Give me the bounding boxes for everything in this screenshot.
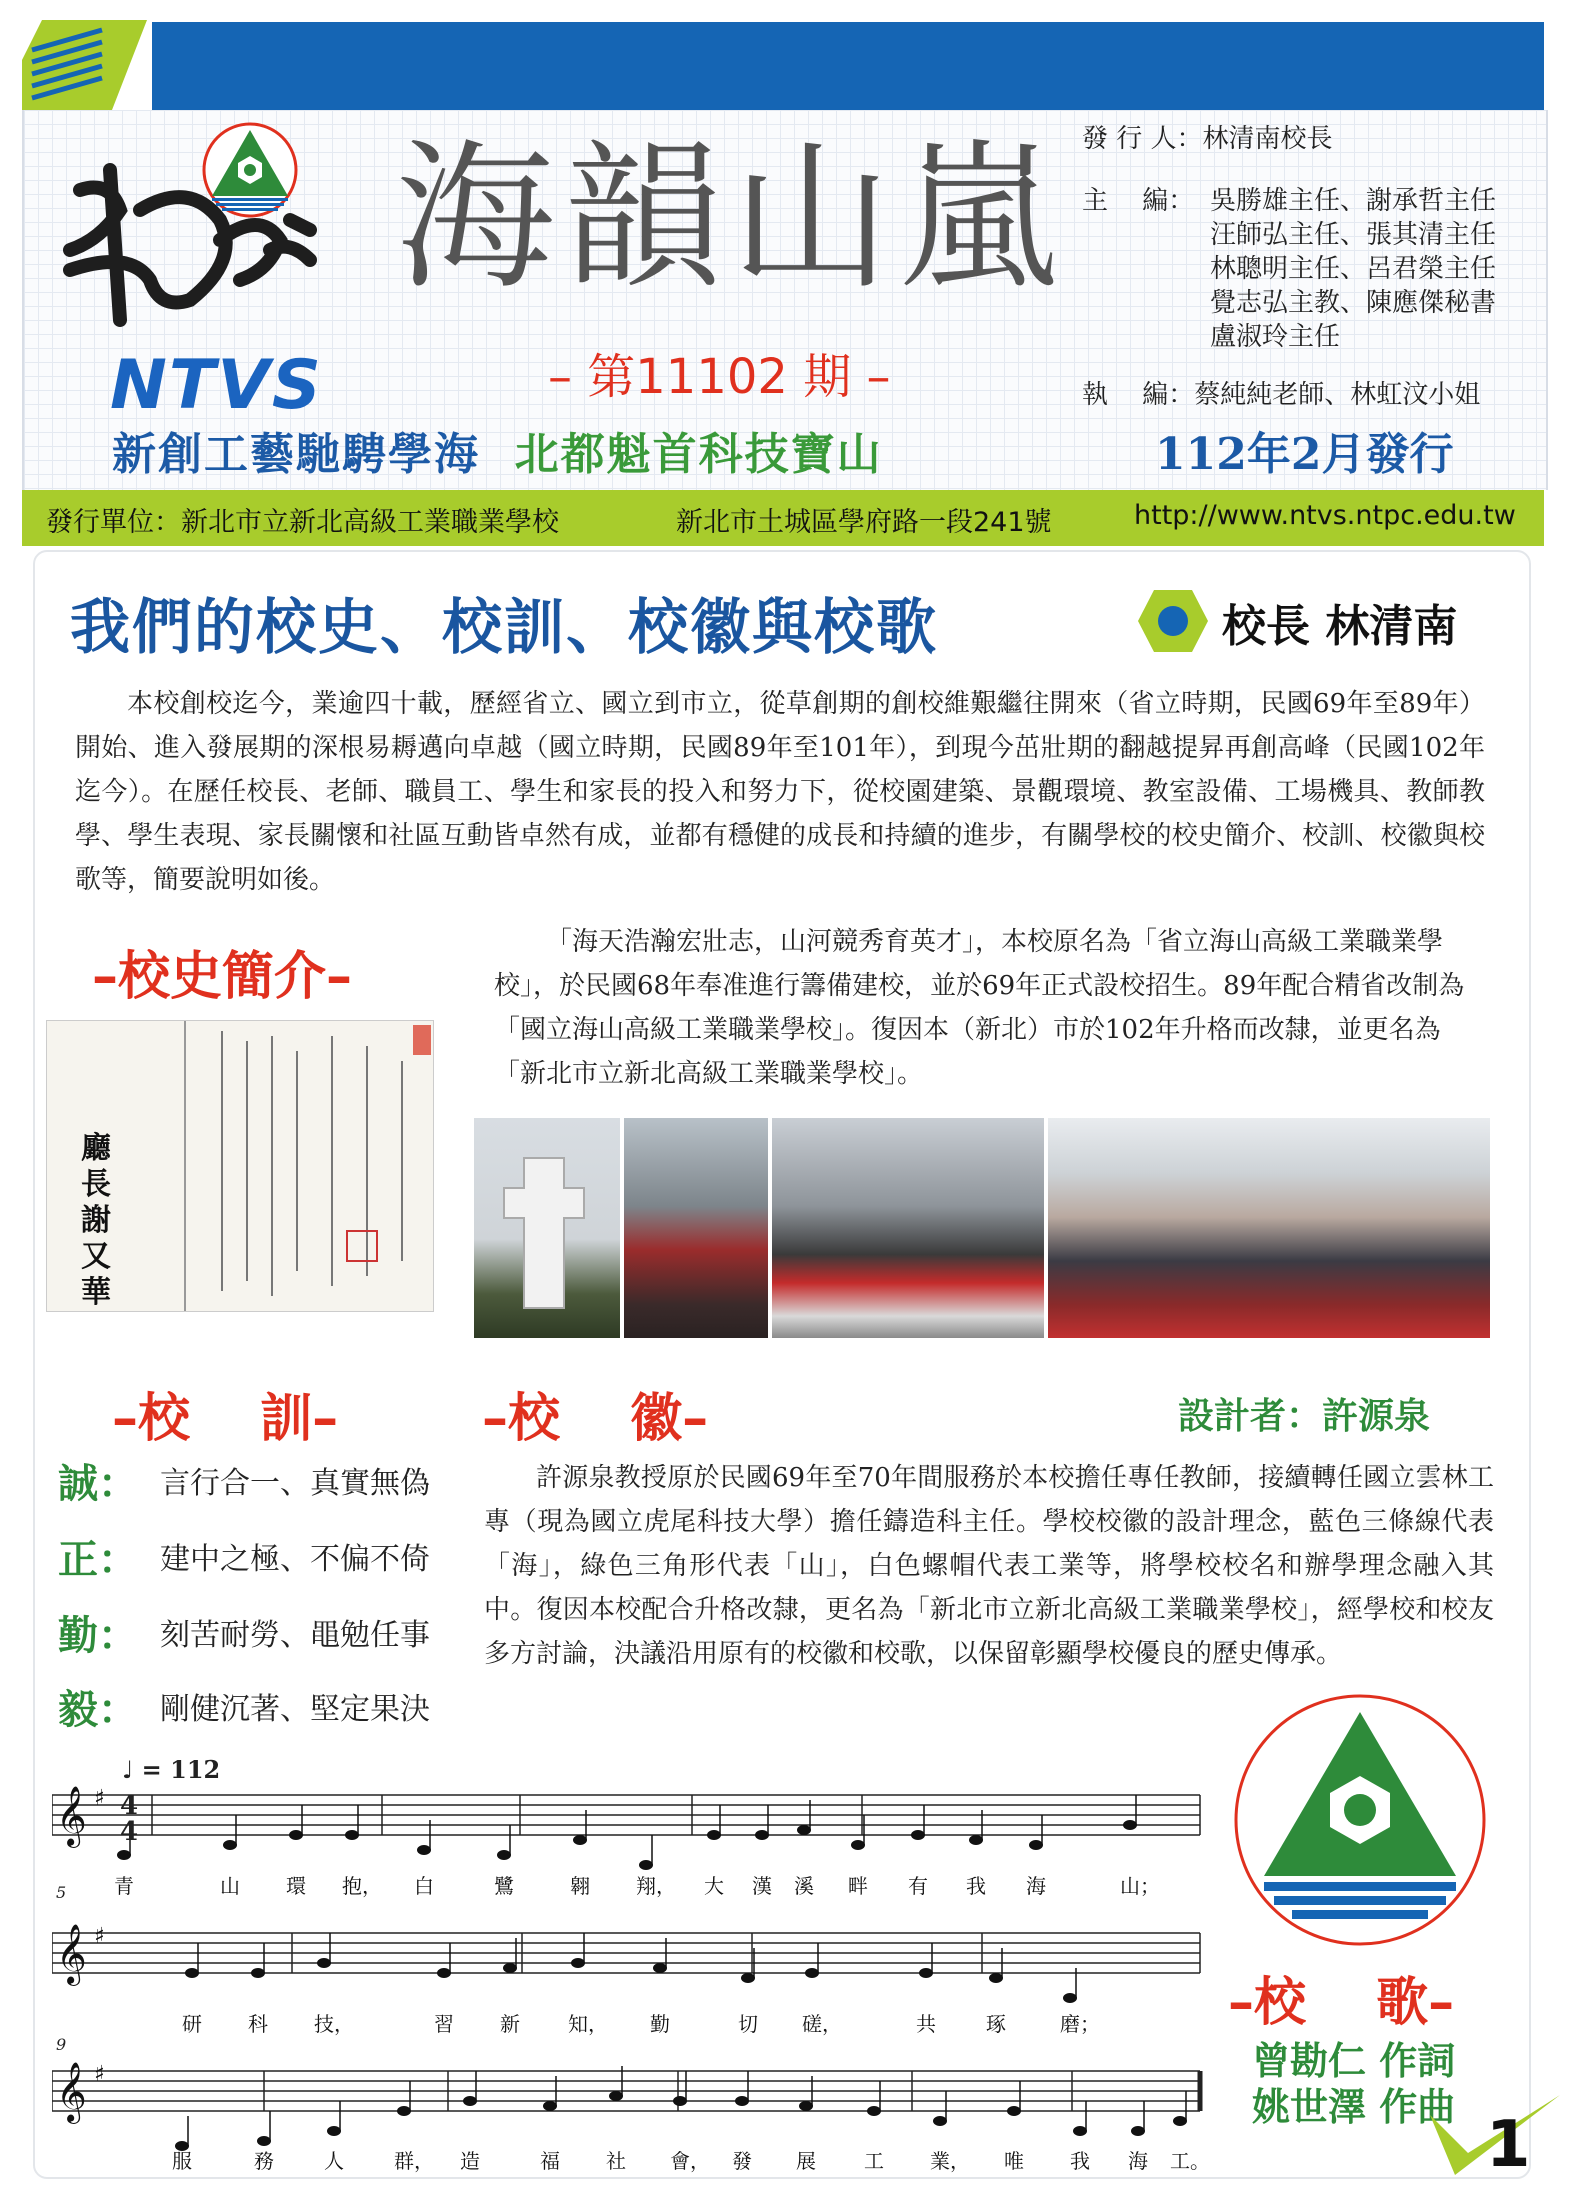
note-head xyxy=(117,1850,131,1860)
stripe-decoration xyxy=(22,20,152,110)
lyrics-line-2 xyxy=(52,2008,1220,2038)
history-heading: –校史簡介– xyxy=(92,947,353,1007)
school-url[interactable]: http://www.ntvs.ntpc.edu.tw xyxy=(1134,500,1516,531)
note-head xyxy=(1007,2106,1021,2116)
publisher-bar xyxy=(22,490,1544,546)
lyric-syllable: 工。 xyxy=(1170,2149,1210,2173)
lyric-syllable: 畔 xyxy=(848,1874,868,1898)
note-head xyxy=(707,1830,721,1840)
song-heading: –校 歌– xyxy=(1228,1973,1455,2033)
time-signature-top: 4 xyxy=(120,1791,139,1821)
note-head xyxy=(345,1830,359,1840)
note-head xyxy=(653,1963,667,1973)
school-emblem-icon xyxy=(200,120,300,220)
newsletter-title: 海韻山嵐 xyxy=(395,124,1068,311)
intro-paragraph: 本校創校迄今，業逾四十載，歷經省立、國立到市立，從草創期的創校維艱繼往開來（省立時期，民國69年至89年）開始、進入發展期的深根易耨邁向卓越（國立時期，民國89年至101年），到現今茁壯期的翻越提昇再創高峰（民國102年迄今）。在歷任校長、老師、職員工、學生和家長的投入和努力下，從校園建築、景觀環境、教室設備、工場機具、教師教學、學生表現、家長關懷和社區互動皆卓然有成，並都有穩健的成長和持續的進步，有關學校的校史簡介、校訓、校徽與校歌等，簡要說明如後。 xyxy=(75,689,1485,895)
lyric-syllable: 務 xyxy=(254,2149,274,2173)
note-head xyxy=(1123,1820,1137,1830)
lyric-syllable: 環 xyxy=(286,1874,306,1898)
note-head xyxy=(503,1963,517,1973)
slogan-part-1: 新創工藝馳騁學海 xyxy=(112,429,480,480)
photo-officials xyxy=(1048,1118,1490,1338)
lyric-syllable: 翔， xyxy=(636,1874,676,1898)
note-head xyxy=(969,1835,983,1845)
note-head xyxy=(673,2096,687,2106)
note-head xyxy=(317,1958,331,1968)
lyric-syllable: 會， xyxy=(670,2149,710,2173)
motto-text: 刻苦耐勞、黽勉任事 xyxy=(160,1618,430,1653)
note-head xyxy=(851,1840,865,1850)
emblem-designer: 設計者：許源泉 xyxy=(1178,1396,1431,1437)
time-signature-bottom: 4 xyxy=(120,1817,139,1847)
lyric-syllable: 造 xyxy=(460,2149,480,2173)
note-head xyxy=(755,1830,769,1840)
lyric-syllable: 習 xyxy=(434,2012,454,2036)
measure-number-5: 5 xyxy=(56,1883,67,1902)
note-head xyxy=(609,2091,623,2101)
note-head xyxy=(799,2101,813,2111)
calligraphy-logo xyxy=(40,150,350,350)
editors-label: 主 編： xyxy=(1082,186,1195,216)
key-sharp-icon: ♯ xyxy=(94,1786,105,1811)
editor-line: 吳勝雄主任、謝承哲主任 xyxy=(1210,186,1497,216)
lyric-syllable: 磋， xyxy=(802,2012,842,2036)
publisher-credit: 發 行 人：林清南校長 xyxy=(1082,124,1333,154)
key-sharp-icon: ♯ xyxy=(94,1924,105,1949)
lyric-syllable: 琢 xyxy=(986,2012,1006,2036)
motto-char: 勤： xyxy=(58,1613,138,1659)
note-head xyxy=(1063,1993,1077,2003)
lyric-syllable: 翱 xyxy=(570,1874,590,1898)
lyric-syllable: 人 xyxy=(324,2149,344,2173)
note-head xyxy=(497,1850,511,1860)
lyric-syllable: 共 xyxy=(916,2012,936,2036)
slogan xyxy=(112,418,883,482)
photo-students xyxy=(772,1118,1044,1338)
lyric-syllable: 海 xyxy=(1128,2149,1148,2173)
note-head xyxy=(911,1830,925,1840)
lyric-syllable: 抱， xyxy=(342,1874,382,1898)
lyric-syllable: 科 xyxy=(248,2012,268,2036)
tempo-marking: ♩ = 112 xyxy=(122,1755,221,1784)
motto-text: 剛健沉著、堅定果決 xyxy=(160,1692,430,1727)
note-head xyxy=(797,1825,811,1835)
composer-credit: 姚世澤 作曲 xyxy=(1252,2085,1456,2129)
history-paragraph: 「海天浩瀚宏壯志，山河競秀育英才」，本校原名為「省立海山高級工業職業學校」，於民國68年奉准進行籌備建校，並於69年正式設校招生。89年配合精省改制為「國立海山高級工業職業學校」。復因本（新北）市於102年升格而改隸，並更名為「新北市立新北高級工業職業學校」。 xyxy=(494,927,1465,1089)
emblem-paragraph: 許源泉教授原於民國69年至70年間服務於本校擔任專任教師，接續轉任國立雲林工專（現為國立虎尾科技大學）擔任鑄造科主任。學校校徽的設計理念，藍色三條線代表「海」，綠色三角形代表「山」，白色螺帽代表工業等，將學校校名和辦學理念融入其中。復因本校配合升格改隸，更名為「新北市立新北高級工業職業學校」，經學校和校友多方討論，決議沿用原有的校徽和校歌，以保留彰顯學校優良的歷史傳承。 xyxy=(484,1463,1494,1669)
lyric-syllable: 溪 xyxy=(794,1874,814,1898)
motto-text: 言行合一、真實無偽 xyxy=(160,1466,430,1501)
note-head xyxy=(919,1968,933,1978)
note-head xyxy=(1131,2126,1145,2136)
lyric-syllable: 山 xyxy=(220,1874,240,1898)
note-head xyxy=(571,1958,585,1968)
lyric-syllable: 福 xyxy=(540,2149,560,2173)
treble-clef-icon: 𝄞 xyxy=(56,1786,87,1846)
lyric-syllable: 服 xyxy=(172,2149,192,2173)
lyric-syllable: 技， xyxy=(314,2012,354,2036)
lyric-syllable: 我 xyxy=(966,1874,986,1898)
editor-line: 林聰明主任、呂君榮主任 xyxy=(1210,254,1497,284)
note-head xyxy=(735,2096,749,2106)
note-head xyxy=(437,1968,451,1978)
motto-char: 毅： xyxy=(58,1687,138,1733)
lyric-syllable: 發 xyxy=(732,2149,752,2173)
note-head xyxy=(289,1830,303,1840)
note-head xyxy=(543,2101,557,2111)
note-head xyxy=(1073,2126,1087,2136)
note-head xyxy=(867,2106,881,2116)
note-head xyxy=(573,1835,587,1845)
top-blue-band xyxy=(140,22,1544,110)
lyric-syllable: 群， xyxy=(394,2149,434,2173)
key-sharp-icon: ♯ xyxy=(94,2062,105,2087)
lyricist-credit: 曾勘仁 作詞 xyxy=(1252,2039,1456,2083)
page-number: 1 xyxy=(1486,2108,1531,2182)
editors-list xyxy=(1210,184,1496,354)
article-title: 我們的校史、校訓、校徽與校歌 xyxy=(70,593,938,663)
note-head xyxy=(223,1840,237,1850)
lyric-syllable: 青 xyxy=(114,1874,134,1898)
note-head xyxy=(185,1968,199,1978)
lyric-syllable: 白 xyxy=(414,1874,434,1898)
note-head xyxy=(933,2116,947,2126)
publishing-unit: 發行單位：新北市立新北高級工業職業學校 xyxy=(46,507,559,538)
motto-char: 誠： xyxy=(58,1461,138,1507)
lyric-syllable: 研 xyxy=(182,2012,202,2036)
note-head xyxy=(1029,1840,1043,1850)
motto-heading: –校 訓– xyxy=(112,1389,339,1449)
school-song-score xyxy=(52,1755,1220,2175)
document-signature: 廳長 謝又華 xyxy=(81,1131,111,1310)
editor-line: 汪師弘主任、張其清主任 xyxy=(1210,220,1497,250)
lyric-syllable: 切 xyxy=(738,2012,758,2036)
lyric-syllable: 大 xyxy=(704,1874,724,1898)
note-head xyxy=(1173,2116,1187,2126)
lyric-syllable: 勤 xyxy=(650,2012,670,2036)
ntvs-logo-text: NTVS xyxy=(110,346,323,425)
article-author: 校長 林清南 xyxy=(1222,601,1458,652)
photo-monument xyxy=(474,1118,620,1338)
note-head xyxy=(639,1860,653,1870)
motto-text: 建中之極、不偏不倚 xyxy=(160,1542,430,1577)
note-head xyxy=(741,1973,755,1983)
lyric-syllable: 新 xyxy=(500,2012,520,2036)
lyric-syllable: 社 xyxy=(606,2149,626,2173)
lyric-syllable: 海 xyxy=(1026,1874,1046,1898)
hexagon-icon xyxy=(1136,588,1210,654)
monument-drawing xyxy=(474,1118,620,1338)
school-address: 新北市土城區學府路一段241號 xyxy=(676,507,1052,538)
photo-ceremony xyxy=(624,1118,768,1338)
note-head xyxy=(251,1968,265,1978)
note-head xyxy=(327,2126,341,2136)
treble-clef-icon: 𝄞 xyxy=(56,2062,87,2122)
note-head xyxy=(805,1968,819,1978)
treble-clef-icon: 𝄞 xyxy=(56,1924,87,1984)
lyric-syllable: 磨； xyxy=(1060,2012,1100,2036)
lyrics-line-1 xyxy=(52,1870,1220,1900)
note-head xyxy=(417,1845,431,1855)
lyric-syllable: 鷺 xyxy=(494,1874,514,1898)
note-head xyxy=(463,2096,477,2106)
lyric-syllable: 我 xyxy=(1070,2149,1090,2173)
lyric-syllable: 唯 xyxy=(1004,2149,1024,2173)
score-drawing xyxy=(52,1755,1220,2175)
lyric-syllable: 有 xyxy=(908,1874,928,1898)
lyric-syllable: 工 xyxy=(864,2149,884,2173)
executive-editors: 執 編：蔡純純老師、林虹汶小姐 xyxy=(1082,380,1481,410)
publish-date: 112年2月發行 xyxy=(1155,429,1454,480)
slogan-part-2: 北都魁首科技寶山 xyxy=(514,429,883,480)
lyric-syllable: 展 xyxy=(796,2149,816,2173)
issue-number: – 第11102 期 – xyxy=(548,349,891,405)
lyric-syllable: 山； xyxy=(1120,1874,1160,1898)
motto-char: 正： xyxy=(58,1537,138,1583)
emblem-heading: –校 徽– xyxy=(482,1389,709,1449)
note-head xyxy=(397,2106,411,2116)
lyric-syllable: 業， xyxy=(930,2149,970,2173)
note-head xyxy=(989,1973,1003,1983)
lyric-syllable: 知， xyxy=(568,2012,608,2036)
school-emblem-large-icon xyxy=(1230,1690,1490,1950)
founding-document-image xyxy=(46,1020,434,1312)
lyrics-line-3 xyxy=(52,2145,1220,2175)
editor-line: 盧淑玲主任 xyxy=(1210,322,1341,352)
editor-line: 覺志弘主教、陳應傑秘書 xyxy=(1210,288,1497,318)
measure-number-9: 9 xyxy=(56,2035,67,2054)
lyric-syllable: 漢 xyxy=(752,1874,772,1898)
